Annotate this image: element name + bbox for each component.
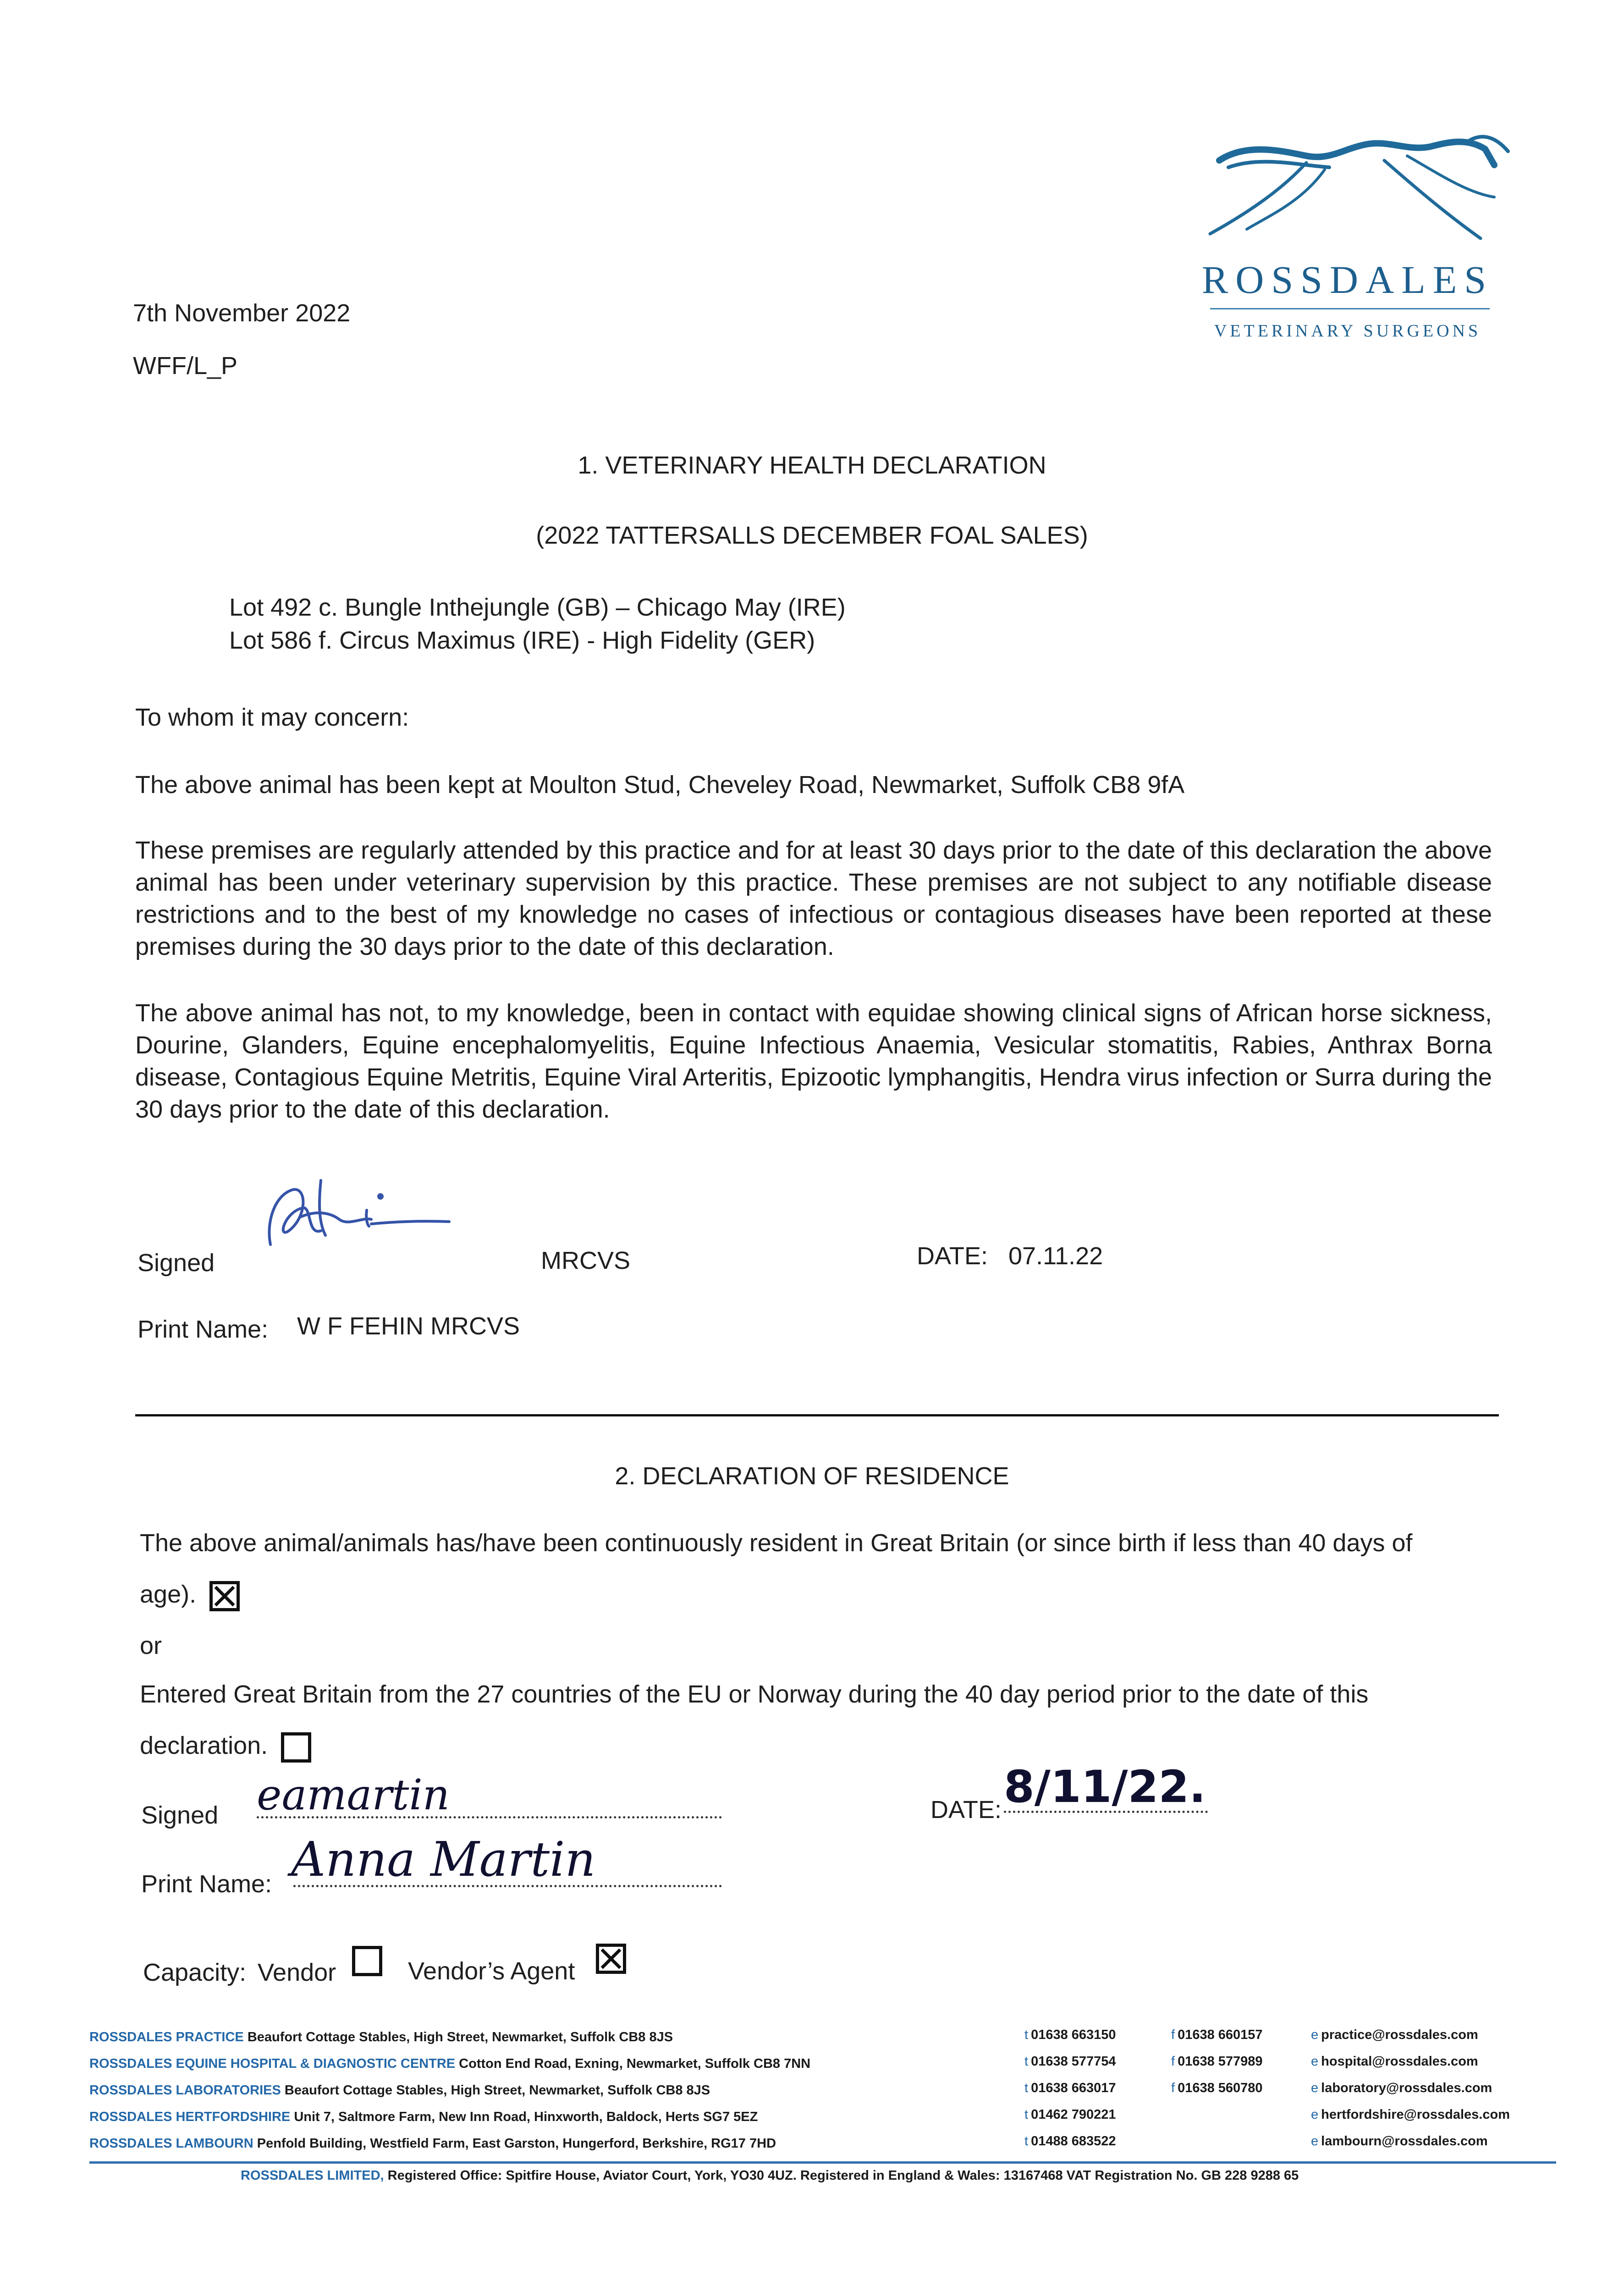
footer-email-link[interactable]: e lambourn@rossdales.com	[1311, 2134, 1488, 2149]
print-name-label: Print Name:	[138, 1316, 269, 1343]
vet-date-label: DATE:	[917, 1242, 988, 1270]
vet-print-name: W F FEHIN MRCVS	[297, 1312, 520, 1340]
lot-line: Lot 492 c. Bungle Inthejungle (GB) – Chicago May (IRE)	[229, 594, 846, 621]
footer-address-row	[89, 2024, 810, 2050]
footer-emails	[1311, 2022, 1510, 2154]
vendor-date-value: 8/11/22.	[1004, 1761, 1206, 1813]
footer-company-name: ROSSDALES EQUINE HOSPITAL & DIAGNOSTIC CENTRE	[89, 2056, 456, 2071]
footer-fax: f 01638 660157	[1171, 2028, 1263, 2042]
or-label: or	[140, 1632, 162, 1659]
footer-address-row	[89, 2130, 810, 2157]
vendor-signature: eamartin	[257, 1770, 450, 1819]
footer-address-row	[89, 2050, 810, 2077]
vet-date-value: 07.11.22	[1008, 1242, 1103, 1270]
section1-title: 1. VETERINARY HEALTH DECLARATION	[578, 452, 1046, 479]
residence-option-2-text: Entered Great Britain from the 27 countries of the EU or Norway during the 40 day period prior to the date of this declaration.	[140, 1680, 1369, 1759]
footer-company-name: ROSSDALES LABORATORIES	[89, 2083, 281, 2098]
brand-tagline: VETERINARY SURGEONS	[1214, 321, 1481, 341]
footer-phone: t 01638 663017	[1024, 2081, 1116, 2095]
rossdales-logo	[1192, 124, 1513, 353]
footer-address: Beaufort Cottage Stables, High Street, Newmarket, Suffolk CB8 8JS	[284, 2083, 710, 2098]
premises-statement: The above animal has been kept at Moulton Stud, Cheveley Road, Newmarket, Suffolk CB8 9fA	[135, 771, 1185, 799]
footer-phone: t 01638 663150	[1024, 2028, 1116, 2042]
disease-contact-paragraph: The above animal has not, to my knowledge, been in contact with equidae showing clinical signs of African horse sickness, Dourine, Glanders, Equine encephalomyelitis, Equine Infectious Anaemia, Vesicular stomatitis, Rabies, Anthrax Borna disease, Contagious Equine Metritis, Equine Viral Arteritis, Epizootic lymphangitis, Hendra virus infection or Surra during the 30 days prior to the date of this declaration.	[135, 999, 1492, 1123]
galloping-horse-logo-icon	[1192, 124, 1513, 257]
footer-email-link[interactable]: e laboratory@rossdales.com	[1311, 2081, 1492, 2095]
footer-address-row	[89, 2077, 810, 2104]
footer-address: Penfold Building, Westfield Farm, East Garston, Hungerford, Berkshire, RG17 7HD	[257, 2136, 776, 2151]
footer-rule	[89, 2161, 1556, 2164]
section-divider	[135, 1414, 1499, 1416]
letter-date: 7th November 2022	[133, 299, 351, 327]
registration-company: ROSSDALES LIMITED,	[241, 2168, 384, 2183]
footer-email-link[interactable]: e practice@rossdales.com	[1311, 2028, 1478, 2042]
signed-label: Signed	[138, 1249, 215, 1277]
residence-option-1	[140, 1517, 1446, 1620]
check-mark-icon	[213, 1584, 237, 1608]
section2-title: 2. DECLARATION OF RESIDENCE	[615, 1462, 1009, 1490]
vendor-checkbox[interactable]	[352, 1946, 382, 1976]
mrcvs-label: MRCVS	[541, 1247, 631, 1274]
residence-option-1-text: The above animal/animals has/have been continuously resident in Great Britain (or since birth if less than 40 days of age).	[140, 1529, 1413, 1608]
footer-faxes	[1171, 2022, 1263, 2101]
vendor-print-name: Anna Martin	[291, 1831, 596, 1887]
vendor-date-label: DATE:	[930, 1796, 1002, 1824]
footer-company-name: ROSSDALES PRACTICE	[89, 2030, 244, 2044]
section1-subtitle: (2022 TATTERSALLS DECEMBER FOAL SALES)	[536, 522, 1088, 549]
footer-addresses	[89, 2024, 810, 2157]
signed-label: Signed	[141, 1802, 219, 1829]
footer-company-name: ROSSDALES HERTFORDSHIRE	[89, 2110, 291, 2124]
footer-phone: t 01638 577754	[1024, 2054, 1116, 2069]
footer-email-link[interactable]: e hertfordshire@rossdales.com	[1311, 2107, 1510, 2122]
footer-phone: t 01462 790221	[1024, 2107, 1116, 2122]
registration-details: Registered Office: Spitfire House, Aviator Court, York, YO30 4UZ. Registered in England & Wales: 13167468 VAT Registration No. GB 228 9288 65	[387, 2168, 1299, 2183]
supervision-paragraph: These premises are regularly attended by this practice and for at least 30 days prior to the date of this declaration the above animal has been under veterinary supervision by this practice. These premises are not subject to any notifiable disease restrictions and to the best of my knowledge no cases of infectious or contagious diseases have been reported at these premises during the 30 days prior to the date of this declaration.	[135, 837, 1492, 960]
letter-reference: WFF/L_P	[133, 352, 238, 380]
vendor-agent-label: Vendor’s Agent	[408, 1957, 575, 1985]
footer-company-name: ROSSDALES LAMBOURN	[89, 2136, 253, 2151]
brand-divider	[1210, 308, 1490, 309]
print-name-label: Print Name:	[141, 1870, 272, 1898]
footer-fax: f 01638 560780	[1171, 2081, 1263, 2095]
salutation: To whom it may concern:	[135, 704, 409, 731]
footer-phones	[1024, 2022, 1116, 2154]
residence-option-1-checkbox[interactable]	[209, 1581, 240, 1611]
footer-address: Beaufort Cottage Stables, High Street, Newmarket, Suffolk CB8 8JS	[247, 2030, 673, 2044]
footer-address: Unit 7, Saltmore Farm, New Inn Road, Hinxworth, Baldock, Herts SG7 5EZ	[294, 2110, 758, 2124]
footer-phone: t 01488 683522	[1024, 2134, 1116, 2149]
residence-option-2	[140, 1669, 1446, 1771]
residence-option-2-checkbox[interactable]	[281, 1732, 311, 1763]
footer-email-link[interactable]: e hospital@rossdales.com	[1311, 2054, 1478, 2069]
registration-line	[241, 2168, 1299, 2183]
vendor-agent-checkbox[interactable]	[596, 1944, 626, 1974]
capacity-label: Capacity:	[143, 1959, 247, 1986]
footer-address-row	[89, 2104, 810, 2130]
footer-fax: f 01638 577989	[1171, 2054, 1263, 2069]
check-mark-icon	[599, 1947, 623, 1971]
vet-signature	[257, 1167, 463, 1258]
footer-address: Cotton End Road, Exning, Newmarket, Suffolk CB8 7NN	[459, 2056, 811, 2071]
lot-line: Lot 586 f. Circus Maximus (IRE) - High Fidelity (GER)	[229, 627, 815, 654]
brand-name: ROSSDALES	[1201, 258, 1494, 302]
vendor-label: Vendor	[258, 1959, 336, 1986]
